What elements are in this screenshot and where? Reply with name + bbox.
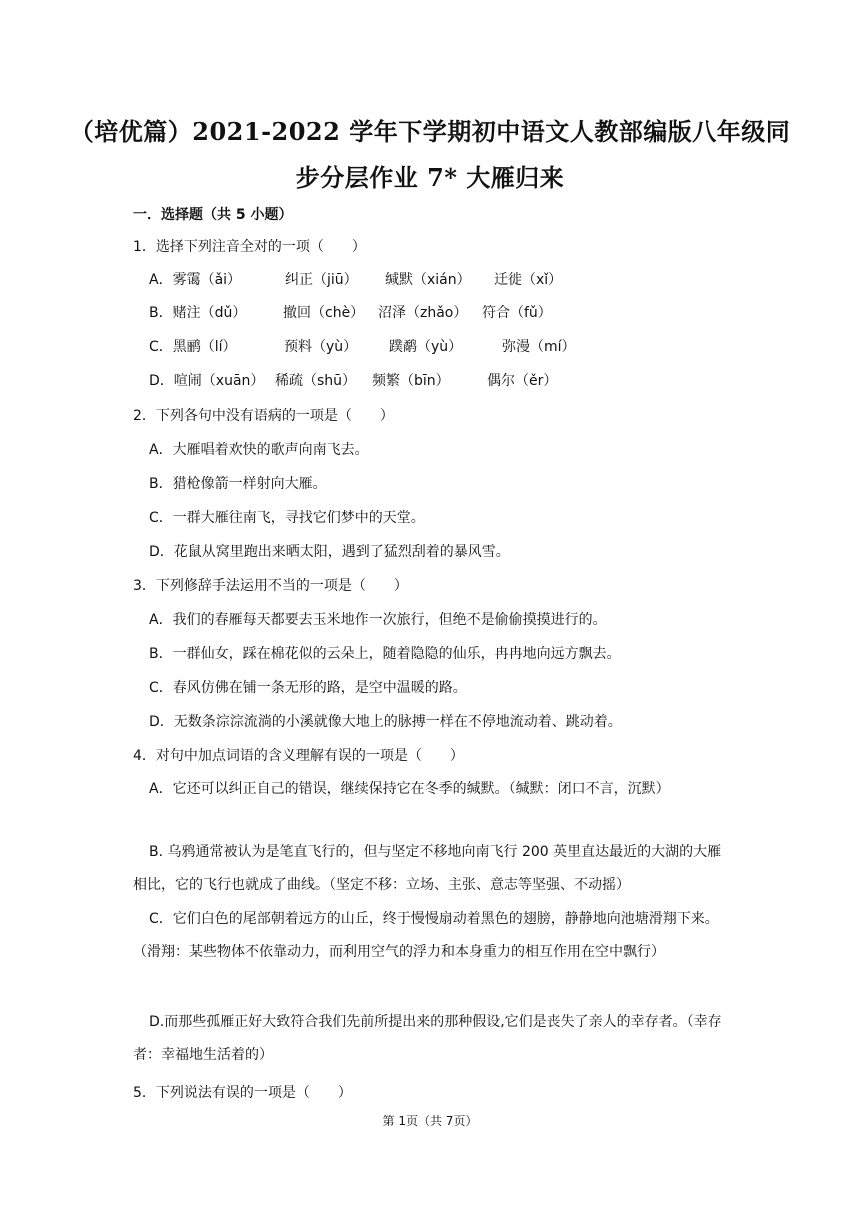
question-4-stem: 4．对句中加点词语的含义理解有误的一项是（ ） [133,748,464,764]
option-a-item-3: 缄默（xián） [385,272,471,288]
option-a-item-4: 迁徙（xǐ） [494,272,563,288]
question-2-option-b: B．猎枪像箭一样射向大雁。 [149,476,327,492]
option-a-item-1: A．雾霭（ǎi） [149,272,242,288]
question-2-option-c: C．一群大雁往南飞，寻找它们梦中的天堂。 [149,510,425,526]
question-2-option-a: A．大雁唱着欢快的歌声向南飞去。 [149,442,369,458]
option-b-item-1: B．赌注（dǔ） [149,305,247,321]
question-3-option-b: B．一群仙女，踩在棉花似的云朵上，随着隐隐的仙乐，冉冉地向远方飘去。 [149,646,621,662]
question-2-option-d: D．花鼠从窝里跑出来晒太阳，遇到了猛烈刮着的暴风雪。 [149,544,510,560]
option-c-item-1: C．黑鹂（lí） [149,339,237,355]
option-c-item-4: 弥漫（mí） [502,339,576,355]
question-5-stem: 5．下列说法有误的一项是（ ） [133,1085,352,1101]
question-2-stem: 2．下列各句中没有语病的一项是（ ） [133,408,394,424]
option-b-item-4: 符合（fǔ） [482,305,552,321]
option-c-item-2: 预料（yù） [284,339,358,355]
page-footer: 第 1页（共 7页） [382,1114,478,1128]
question-3-option-d: D．无数条淙淙流淌的小溪就像大地上的脉搏一样在不停地流动着、跳动着。 [149,714,622,730]
question-1-stem: 1．选择下列注音全对的一项（ ） [133,239,366,255]
option-b-item-2: 撤回（chè） [283,305,365,321]
option-c-item-3: 蹼鹬（yù） [389,339,463,355]
question-4-option-d: D.而那些孤雁正好大致符合我们先前所提出来的那种假设,它们是丧失了亲人的幸存者。（幸存者：幸福地生活着的） [133,1014,722,1063]
option-d-item-3: 频繁（bīn） [372,373,450,389]
option-b-item-3: 沼泽（zhǎo） [378,305,468,321]
question-4-option-b: B. 乌鸦通常被认为是笔直飞行的，但与坚定不移地向南飞行 200 英里直达最近的大湖的大雁相比，它的飞行也就成了曲线。（坚定不移：立场、主张、意志等坚强、不动摇） [133,844,722,893]
option-d-item-2: 稀疏（shū） [275,373,357,389]
option-d-item-4: 偶尔（ěr） [487,373,558,389]
question-3-stem: 3．下列修辞手法运用不当的一项是（ ） [133,578,408,594]
question-4-option-c: C．它们白色的尾部朝着远方的山丘，终于慢慢扇动着黑色的翅膀，静静地向池塘滑翔下来。（滑翔：某些物体不依靠动力，而利用空气的浮力和本身重力的相互作用在空中飘行） [133,911,719,960]
question-4-option-a: A．它还可以纠正自己的错误，继续保持它在冬季的缄默。（缄默：闭口不言，沉默） [149,781,670,797]
option-a-item-2: 纠正（jiū） [285,272,358,288]
option-d-item-1: D．喧闹（xuān） [149,373,265,389]
question-3-option-a: A．我们的春雁每天都要去玉米地作一次旅行，但绝不是偷偷摸摸进行的。 [149,612,607,628]
document-title-line-2: 步分层作业 7* 大雁归来 [295,163,565,192]
document-title-line-1: （培优篇）2021-2022 学年下学期初中语文人教部编版八年级同 [69,117,791,146]
section-heading: 一．选择题（共 5 小题） [133,207,293,223]
question-3-option-c: C．春风仿佛在铺一条无形的路，是空中温暖的路。 [149,680,467,696]
